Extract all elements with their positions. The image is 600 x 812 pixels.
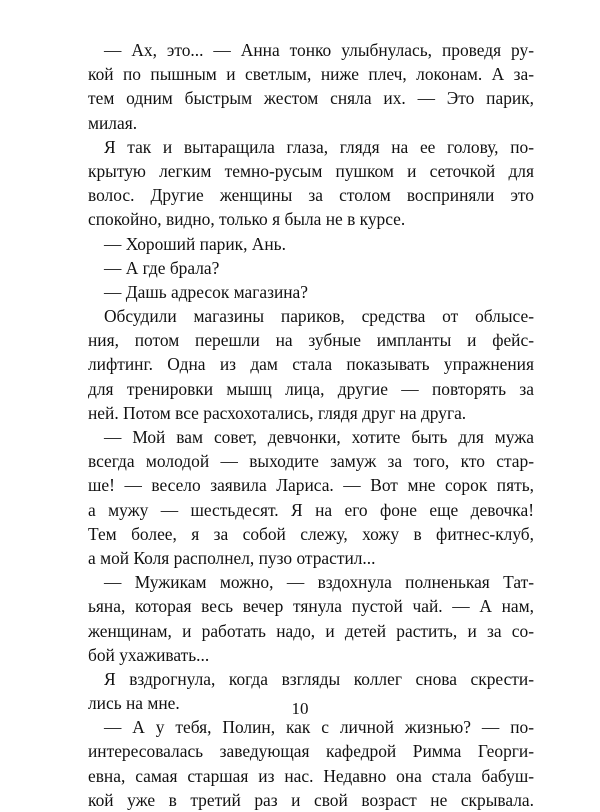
text-line: интересовалась заведующая кафедрой Римма Георги- [88, 741, 534, 762]
text-line: а мужу — шестьдесят. Я на его фоне еще девочка! [88, 499, 534, 520]
text-line: ьяна, которая весь вечер тянула пустой чай. — А нам, [88, 596, 534, 617]
text-line: лись на мне. [88, 693, 180, 714]
paragraph [88, 256, 534, 280]
text-line: крытую легким темно-русым пушком и сеточкой для [88, 160, 534, 181]
text-line: бой ухаживать... [88, 644, 210, 665]
text-line: кой уже в третий раз и свой возраст не скрывала. [88, 789, 534, 810]
text-line: для тренировки мышц лица, другие — повторять за [88, 378, 534, 399]
text-line: Я вздрогнула, когда взгляды коллег снова скрести- [104, 668, 534, 689]
text-line: волос. Другие женщины за столом восприняли это [88, 185, 534, 206]
text-line: а мой Коля располнел, пузо отрастил... [88, 547, 376, 568]
text-line: Обсудили магазины париков, средства от облысе- [104, 306, 534, 327]
text-line: ше! — весело заявила Лариса. — Вот мне сорок пять, [88, 475, 534, 496]
text-line: кой по пышным и светлым, ниже плеч, локонам. А за- [88, 64, 534, 85]
text-line: женщинам, и работать надо, и детей растить, и за со- [88, 620, 534, 641]
paragraph [88, 135, 534, 232]
page-number: 10 [291, 699, 309, 718]
paragraph [88, 715, 534, 812]
text-line: ней. Потом все расхохотались, глядя друг на друга. [88, 402, 467, 423]
text-line: — Дашь адресок магазина? [104, 281, 308, 302]
paragraph [88, 304, 534, 425]
page-body [88, 38, 534, 812]
text-line: спокойно, видно, только я была не в курсе. [88, 209, 406, 230]
text-line: — Ах, это... — Анна тонко улыбнулась, проведя ру- [104, 40, 534, 60]
text-line: всегда молодой — выходите замуж за того, кто стар- [88, 451, 534, 472]
paragraph [88, 280, 534, 304]
text-line: Тем более, я за собой слежу, хожу в фитнес-клуб, [88, 523, 534, 544]
text-line: — А где брала? [104, 257, 220, 278]
text-line: — Мужикам можно, — вздохнула полненькая Тат- [104, 572, 534, 593]
text-line: — А у тебя, Полин, как с личной жизнью? — по- [104, 717, 534, 738]
text-line: евна, самая старшая из нас. Недавно она стала бабуш- [88, 765, 534, 786]
text-line: милая. [88, 112, 138, 133]
text-line: — Хороший парик, Ань. [104, 233, 286, 254]
paragraph [88, 232, 534, 256]
text-line: лифтинг. Одна из дам стала показывать упражнения [88, 354, 534, 375]
text-line: Я так и вытаращила глаза, глядя на ее голову, по- [104, 136, 534, 157]
text-line: тем одним быстрым жестом сняла их. — Это парик, [88, 88, 534, 109]
paragraph [88, 425, 534, 570]
paragraph [88, 38, 534, 135]
paragraph [88, 570, 534, 667]
text-line: — Мой вам совет, девчонки, хотите быть для мужа [104, 427, 534, 447]
text-line: ния, потом перешли на зубные импланты и фейс- [88, 330, 534, 351]
